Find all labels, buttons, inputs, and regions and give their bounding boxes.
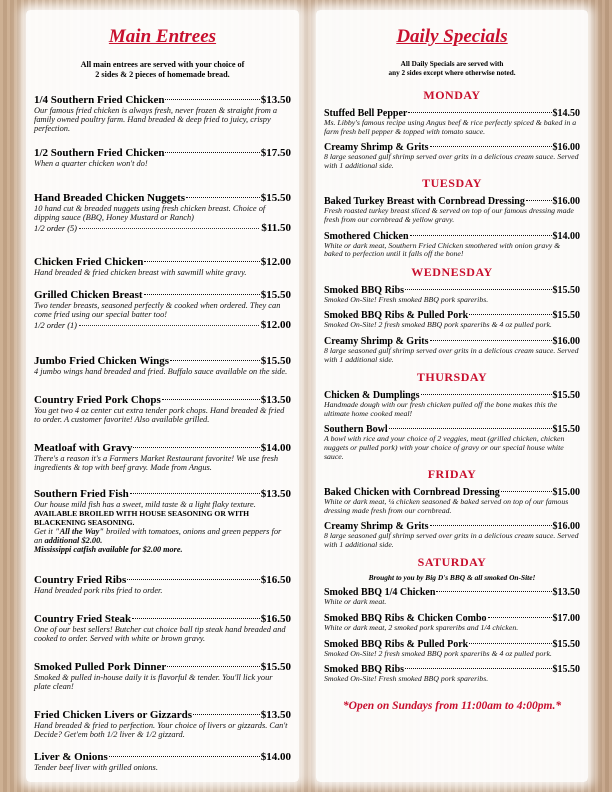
daily-specials-panel xyxy=(316,10,588,782)
item-name: Country Fried Pork Chops xyxy=(34,394,161,406)
item-description: Hand breaded & fried chicken breast with sawmill white gravy. xyxy=(34,268,247,277)
day-heading: MONDAY xyxy=(423,88,481,102)
item-name: Country Fried Steak xyxy=(34,613,132,625)
item-description: White or dark meat, ¼ chicken seasoned & baked served on top of our famous dressing made fresh from our cornbread. xyxy=(324,497,569,515)
item-name: Smoked BBQ Ribs xyxy=(324,284,405,296)
item-name: Chicken Fried Chicken xyxy=(34,256,144,268)
item-price: $15.50 xyxy=(260,355,291,367)
item-description: 8 large seasoned gulf shrimp served over grits in a delicious cream sauce. Served with 1 additional side. xyxy=(324,152,579,170)
item-description: Tender beef liver with grilled onions. xyxy=(34,763,158,772)
item-price: $15.50 xyxy=(552,424,580,436)
special-item xyxy=(324,521,580,549)
item-price: $15.50 xyxy=(552,664,580,676)
item-name: Stuffed Bell Pepper xyxy=(324,108,408,119)
item-description: Handmade dough with our fresh chicken pulled off the bone makes this the ultimate home cooked meal! xyxy=(324,400,558,418)
item-price: $13.50 xyxy=(260,709,291,721)
day-heading: TUESDAY xyxy=(422,176,482,191)
item-price: $15.00 xyxy=(552,487,580,499)
special-item xyxy=(324,587,580,607)
day-heading: WEDNESDAY xyxy=(411,264,493,279)
item-name: Smoked BBQ Ribs xyxy=(324,664,405,676)
item-price: $15.50 xyxy=(552,638,580,650)
half-order-line: 1/2 order (5) $11.50 xyxy=(34,222,291,234)
all-the-way-note: Get it "All the Way" broiled with tomatoes, onions and green peppers for an additional $2.00. xyxy=(34,527,282,545)
item-name: Country Fried Ribs xyxy=(34,574,127,586)
item-name: Smoked BBQ Ribs & Chicken Combo xyxy=(324,613,487,625)
item-name: 1/2 Southern Fried Chicken xyxy=(34,147,165,159)
item-price: $14.00 xyxy=(552,230,580,242)
menu-item xyxy=(34,661,291,691)
broiled-note: AVAILABLE BROILED WITH HOUSE SEASONING OR WITH BLACKENING SEASONING. xyxy=(34,509,250,527)
item-description: Fresh roasted turkey breast sliced & served on top of our famous dressing made fresh from our cornbread & yellow gravy. xyxy=(324,206,574,224)
special-item xyxy=(324,310,580,330)
saturday-note: Brought to you by Big D's BBQ & all smoked On-Site! xyxy=(368,573,536,583)
main-entrees-panel xyxy=(26,10,299,782)
item-price: $16.50 xyxy=(260,613,291,625)
special-item xyxy=(324,613,580,633)
special-item xyxy=(324,639,580,659)
item-description: 10 hand cut & breaded nuggets using fresh chicken breast. Choice of dipping sauce (BBQ, Honey Mustard or Ranch) xyxy=(34,204,266,222)
item-name: Smoked BBQ Ribs & Pulled Pork xyxy=(324,310,469,322)
item-price: $15.50 xyxy=(260,661,291,673)
special-item xyxy=(324,231,580,259)
menu-item xyxy=(34,442,291,472)
item-name: Chicken & Dumplings xyxy=(324,390,420,402)
special-item xyxy=(324,487,580,515)
item-price: $14.00 xyxy=(260,442,291,454)
item-description: Two tender breasts, seasoned perfectly & cooked when ordered. They can come fried using our special batter too! xyxy=(34,301,281,319)
menu-item xyxy=(34,289,291,331)
special-item xyxy=(324,336,580,364)
item-name: Baked Chicken with Cornbread Dressing xyxy=(324,487,500,499)
daily-specials-intro: All Daily Specials are served with any 2 sides except where otherwise noted. xyxy=(388,60,516,77)
item-name: Liver & Onions xyxy=(34,751,108,763)
special-item xyxy=(324,424,580,461)
item-description: A bowl with rice and your choice of 2 veggies, meat (grilled chicken, chicken nuggets or pulled pork) with your choice of gravy or our special house white sauce. xyxy=(324,434,565,461)
item-price: $12.00 xyxy=(260,256,291,268)
item-name: Southern Bowl xyxy=(324,424,388,436)
item-description: Smoked On-Site! 2 fresh smoked BBQ pork spareribs & 4 oz pulled pork. xyxy=(324,320,552,330)
item-price: $15.50 xyxy=(260,192,291,204)
item-description: Smoked On-Site! Fresh smoked BBQ pork spareribs. xyxy=(324,294,489,304)
special-item xyxy=(324,390,580,418)
day-heading: THURSDAY xyxy=(416,370,488,385)
item-description: White or dark meat, 2 smoked pork spareribs and 1/4 chicken. xyxy=(324,623,519,633)
menu-item xyxy=(34,355,291,376)
item-price: $17.00 xyxy=(552,613,580,625)
main-entrees-title: Main Entrees xyxy=(108,26,217,47)
item-description: Our famous fried chicken is always fresh, never frozen & straight from a family owned poultry farm. Hand breaded & deep fried to juicy, crispy perfection. xyxy=(34,106,278,133)
item-description: White or dark meat, Southern Fried Chicken smothered with onion gravy & baked to perfection until it falls off the bone! xyxy=(324,240,561,259)
menu-item xyxy=(34,613,291,643)
item-price: $15.50 xyxy=(552,284,580,296)
item-price: $14.00 xyxy=(260,751,291,763)
item-name: Meatloaf with Gravy xyxy=(34,442,133,454)
item-description: Hand breaded pork ribs fried to order. xyxy=(34,586,163,595)
item-price: $17.50 xyxy=(260,147,291,159)
special-item xyxy=(324,142,580,170)
menu-item xyxy=(34,256,291,277)
item-name: Creamy Shrimp & Grits xyxy=(324,521,429,533)
half-order-line: 1/2 order (1) $12.00 xyxy=(34,319,291,331)
special-item xyxy=(324,285,580,305)
item-description: Our house mild fish has a sweet, mild taste & a light flaky texture. xyxy=(34,500,256,509)
menu-item xyxy=(34,574,291,595)
special-item xyxy=(324,664,580,684)
item-description: 8 large seasoned gulf shrimp served over grits in a delicious cream sauce. Served with 1 additional side. xyxy=(324,345,579,364)
item-description: Hand breaded & fried to perfection. Your choice of livers or gizzards. Can't Decide? Get'em both 1/2 liver & 1/2 gizzard. xyxy=(34,721,288,739)
item-description: One of our best sellers! Butcher cut choice ball tip steak hand breaded and cooked to order. Served with white or brown gravy. xyxy=(34,625,286,643)
item-name: Smoked BBQ 1/4 Chicken xyxy=(324,587,436,599)
item-price: $15.50 xyxy=(552,390,580,402)
item-name: Southern Fried Fish xyxy=(34,488,129,500)
item-description: Smoked On-Site! 2 fresh smoked BBQ pork spareribs & 4 oz pulled pork. xyxy=(324,648,552,658)
item-name: Jumbo Fried Chicken Wings xyxy=(34,355,169,367)
item-price: $16.00 xyxy=(552,521,580,533)
item-name: Grilled Chicken Breast xyxy=(34,289,143,301)
day-heading: FRIDAY xyxy=(427,467,477,482)
daily-specials-title: Daily Specials xyxy=(396,26,508,47)
special-item xyxy=(324,108,580,136)
item-name: Hand Breaded Chicken Nuggets xyxy=(34,192,186,204)
item-price: $14.50 xyxy=(552,108,580,119)
item-price: $13.50 xyxy=(260,94,291,106)
item-name: Smoked Pulled Pork Dinner xyxy=(34,661,167,673)
menu-item xyxy=(34,709,291,739)
item-description: You get two 4 oz center cut extra tender pork chops. Hand breaded & fried to order. A customer favorite! Also available grilled. xyxy=(34,406,285,424)
item-name: Smothered Chicken xyxy=(324,230,409,242)
item-name: Fried Chicken Livers or Gizzards xyxy=(34,709,193,721)
menu-item xyxy=(34,192,291,234)
sunday-hours: *Open on Sundays from 11:00am to 4:00pm.* xyxy=(342,699,562,712)
item-name: Smoked BBQ Ribs & Pulled Pork xyxy=(324,638,469,650)
item-price: $15.50 xyxy=(260,289,291,301)
item-name: Creamy Shrimp & Grits xyxy=(324,142,429,154)
item-price: $13.50 xyxy=(260,394,291,406)
item-description: There's a reason it's a Farmers Market Restaurant favorite! We use fresh ingredients & top with beef gravy. Made from Angus. xyxy=(34,454,279,472)
item-name: Creamy Shrimp & Grits xyxy=(324,335,429,347)
item-price: $13.50 xyxy=(552,587,580,599)
menu-item xyxy=(34,751,291,772)
special-item xyxy=(324,196,580,224)
item-price: $16.50 xyxy=(260,574,291,586)
item-name: Baked Turkey Breast with Cornbread Dressing xyxy=(324,196,525,208)
item-price: $15.50 xyxy=(552,310,580,322)
item-price: $16.00 xyxy=(552,196,580,208)
item-description: Smoked On-Site! Fresh smoked BBQ pork spareribs. xyxy=(324,674,489,684)
day-heading: SATURDAY xyxy=(417,555,487,570)
menu-item xyxy=(34,488,291,554)
item-description: When a quarter chicken won't do! xyxy=(34,159,148,168)
item-description: White or dark meat. xyxy=(324,597,387,607)
menu-item xyxy=(34,394,291,424)
item-description: Ms. Libby's famous recipe using Angus beef & rice perfectly spiced & baked in a farm fresh bell pepper & topped with tomato sauce. xyxy=(324,118,577,136)
catfish-note: Mississippi catfish available for $2.00 more. xyxy=(34,545,183,554)
menu-item xyxy=(34,147,291,168)
menu-item xyxy=(34,94,291,133)
item-price: $13.50 xyxy=(260,488,291,500)
item-name: 1/4 Southern Fried Chicken xyxy=(34,94,165,106)
item-description: 8 large seasoned gulf shrimp served over grits in a delicious cream sauce. Served with 1 additional side. xyxy=(324,531,579,549)
item-price: $16.00 xyxy=(552,335,580,347)
item-price: $16.00 xyxy=(552,142,580,154)
item-description: 4 jumbo wings hand breaded and fried. Buffalo sauce available on the side. xyxy=(34,367,288,376)
main-entrees-intro: All main entrees are served with your choice of 2 sides & 2 pieces of homemade bread. xyxy=(80,60,245,79)
item-description: Smoked & pulled in-house daily it is flavorful & tender. You'll lick your plate clean! xyxy=(34,673,273,691)
